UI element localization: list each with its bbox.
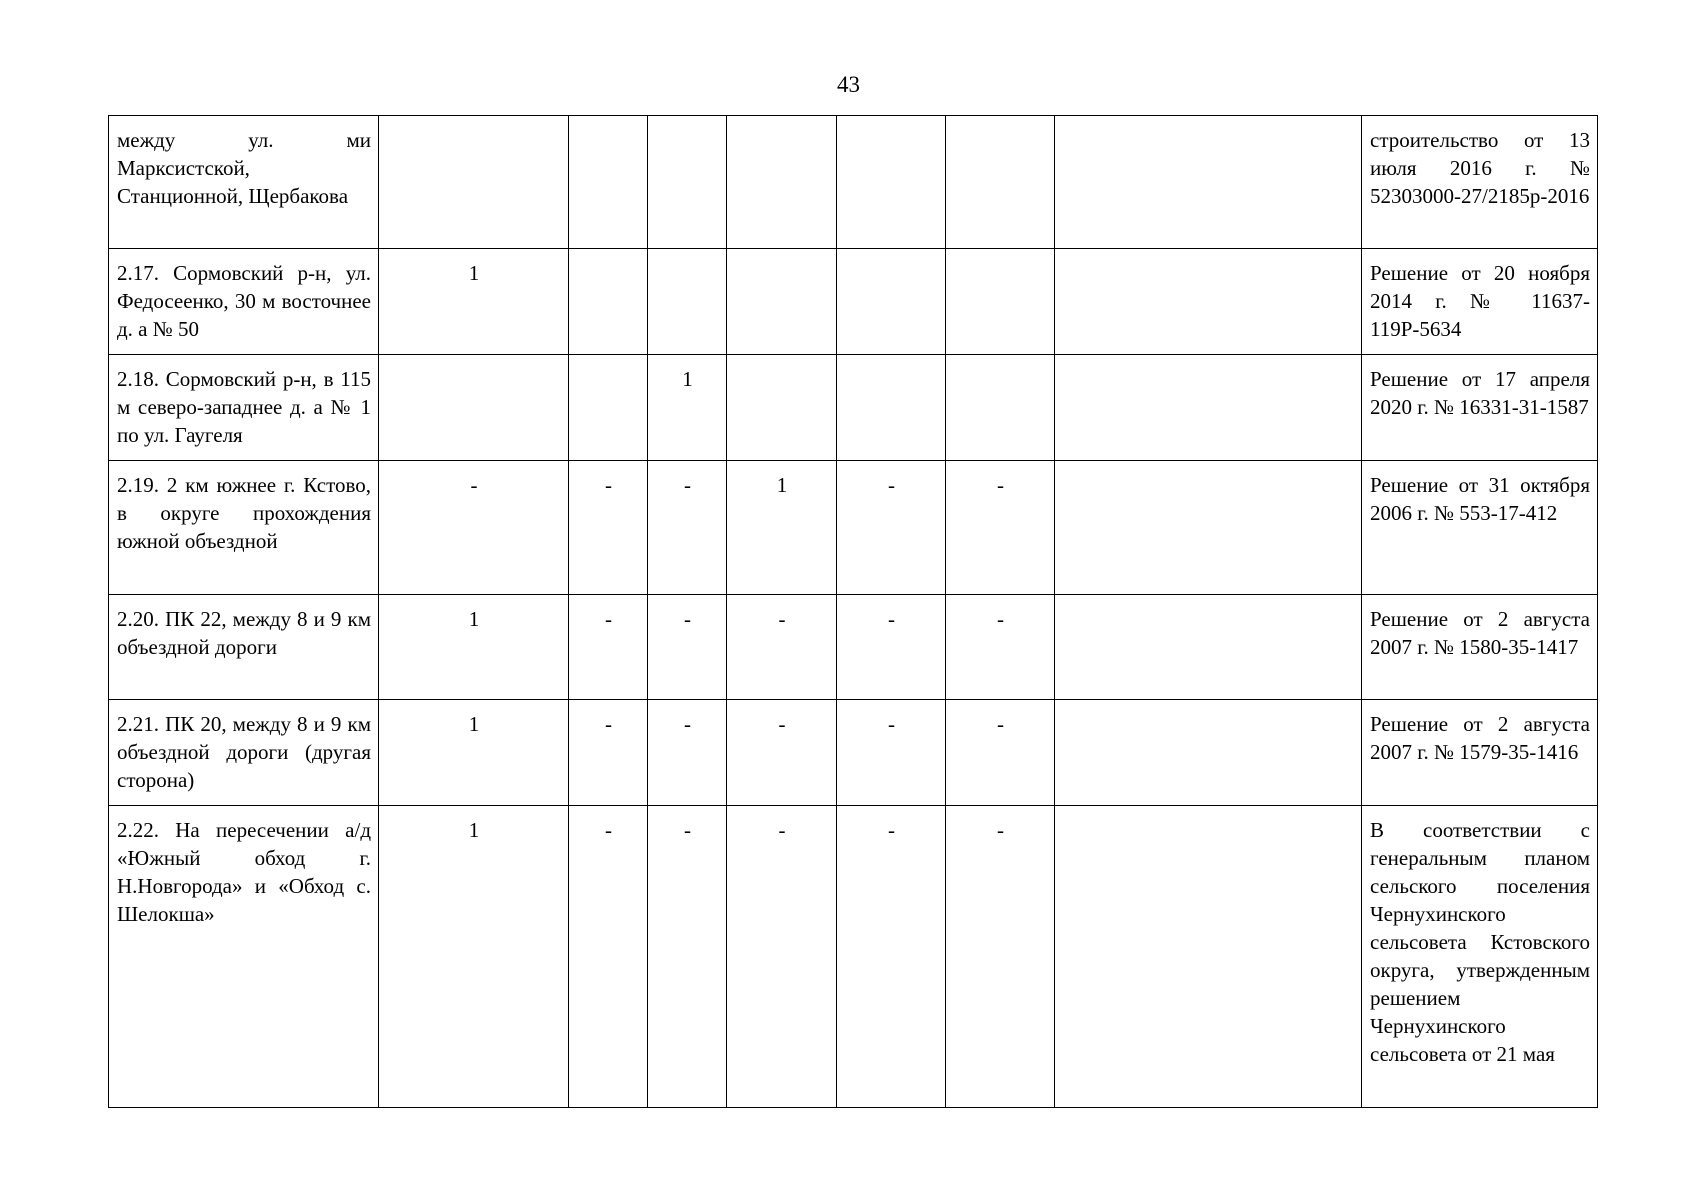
count-cell: 1	[379, 700, 569, 806]
table-row	[109, 249, 1598, 355]
location-cell: 2.20. ПК 22, между 8 и 9 км объездной дороги	[109, 595, 379, 700]
count-cell: -	[648, 700, 727, 806]
page-number: 43	[837, 72, 860, 97]
count-cell	[727, 249, 837, 355]
count-cell: -	[727, 700, 837, 806]
count-cell: 1	[379, 806, 569, 1108]
document-cell: Решение от 20 ноября 2014 г. № 11637-119Р-5634	[1362, 249, 1598, 355]
count-cell: -	[648, 806, 727, 1108]
count-cell: -	[569, 700, 648, 806]
count-cell: -	[946, 595, 1055, 700]
count-cell: -	[569, 595, 648, 700]
table-row	[109, 595, 1598, 700]
blank-cell	[1055, 461, 1362, 595]
count-cell: -	[569, 461, 648, 595]
count-cell	[569, 355, 648, 461]
count-cell: -	[648, 461, 727, 595]
location-cell: между ул. ми Марксистской, Станционной, Щербакова	[109, 116, 379, 249]
table-row	[109, 116, 1598, 249]
blank-cell	[1055, 249, 1362, 355]
count-cell	[837, 355, 946, 461]
table-row	[109, 355, 1598, 461]
location-cell: 2.22. На пересечении а/д «Южный обход г. Н.Новгорода» и «Обход с. Шелокша»	[109, 806, 379, 1108]
document-cell: Решение от 2 августа 2007 г. № 1580-35-1417	[1362, 595, 1598, 700]
blank-cell	[1055, 595, 1362, 700]
count-cell: -	[946, 806, 1055, 1108]
count-cell: -	[837, 461, 946, 595]
count-cell: 1	[648, 355, 727, 461]
blank-cell	[1055, 355, 1362, 461]
document-cell: В соответствии с генеральным планом сельского поселения Чернухинского сельсовета Кстовского округа, утвержденным решением Чернухинского сельсовета от 21 мая	[1362, 806, 1598, 1108]
count-cell	[648, 116, 727, 249]
blank-cell	[1055, 806, 1362, 1108]
count-cell: -	[837, 595, 946, 700]
document-cell: Решение от 17 апреля 2020 г. № 16331-31-1587	[1362, 355, 1598, 461]
location-cell: 2.19. 2 км южнее г. Кстово, в округе прохождения южной объездной	[109, 461, 379, 595]
count-cell	[946, 116, 1055, 249]
document-cell: Решение от 31 октября 2006 г. № 553-17-412	[1362, 461, 1598, 595]
blank-cell	[1055, 700, 1362, 806]
count-cell	[379, 116, 569, 249]
count-cell: -	[727, 595, 837, 700]
location-cell: 2.21. ПК 20, между 8 и 9 км объездной дороги (другая сторона)	[109, 700, 379, 806]
count-cell: -	[569, 806, 648, 1108]
count-cell	[727, 355, 837, 461]
count-cell	[837, 116, 946, 249]
count-cell: 1	[727, 461, 837, 595]
count-cell: -	[837, 700, 946, 806]
count-cell	[569, 116, 648, 249]
location-cell: 2.18. Сормовский р-н, в 115 м северо-западнее д. а № 1 по ул. Гаугеля	[109, 355, 379, 461]
document-cell: строительство от 13 июля 2016 г. № 52303000-27/2185р-2016	[1362, 116, 1598, 249]
registry-table	[108, 115, 1598, 1108]
count-cell: -	[837, 806, 946, 1108]
count-cell	[648, 249, 727, 355]
count-cell: 1	[379, 249, 569, 355]
count-cell: -	[379, 461, 569, 595]
count-cell: -	[727, 806, 837, 1108]
table-row	[109, 806, 1598, 1108]
table-row	[109, 700, 1598, 806]
document-cell: Решение от 2 августа 2007 г. № 1579-35-1416	[1362, 700, 1598, 806]
count-cell	[946, 355, 1055, 461]
location-cell: 2.17. Сормовский р-н, ул. Федосеенко, 30 м восточнее д. а № 50	[109, 249, 379, 355]
count-cell	[569, 249, 648, 355]
count-cell: -	[946, 700, 1055, 806]
count-cell	[946, 249, 1055, 355]
blank-cell	[1055, 116, 1362, 249]
count-cell: -	[648, 595, 727, 700]
table-row	[109, 461, 1598, 595]
count-cell: 1	[379, 595, 569, 700]
count-cell: -	[946, 461, 1055, 595]
count-cell	[727, 116, 837, 249]
count-cell	[837, 249, 946, 355]
count-cell	[379, 355, 569, 461]
